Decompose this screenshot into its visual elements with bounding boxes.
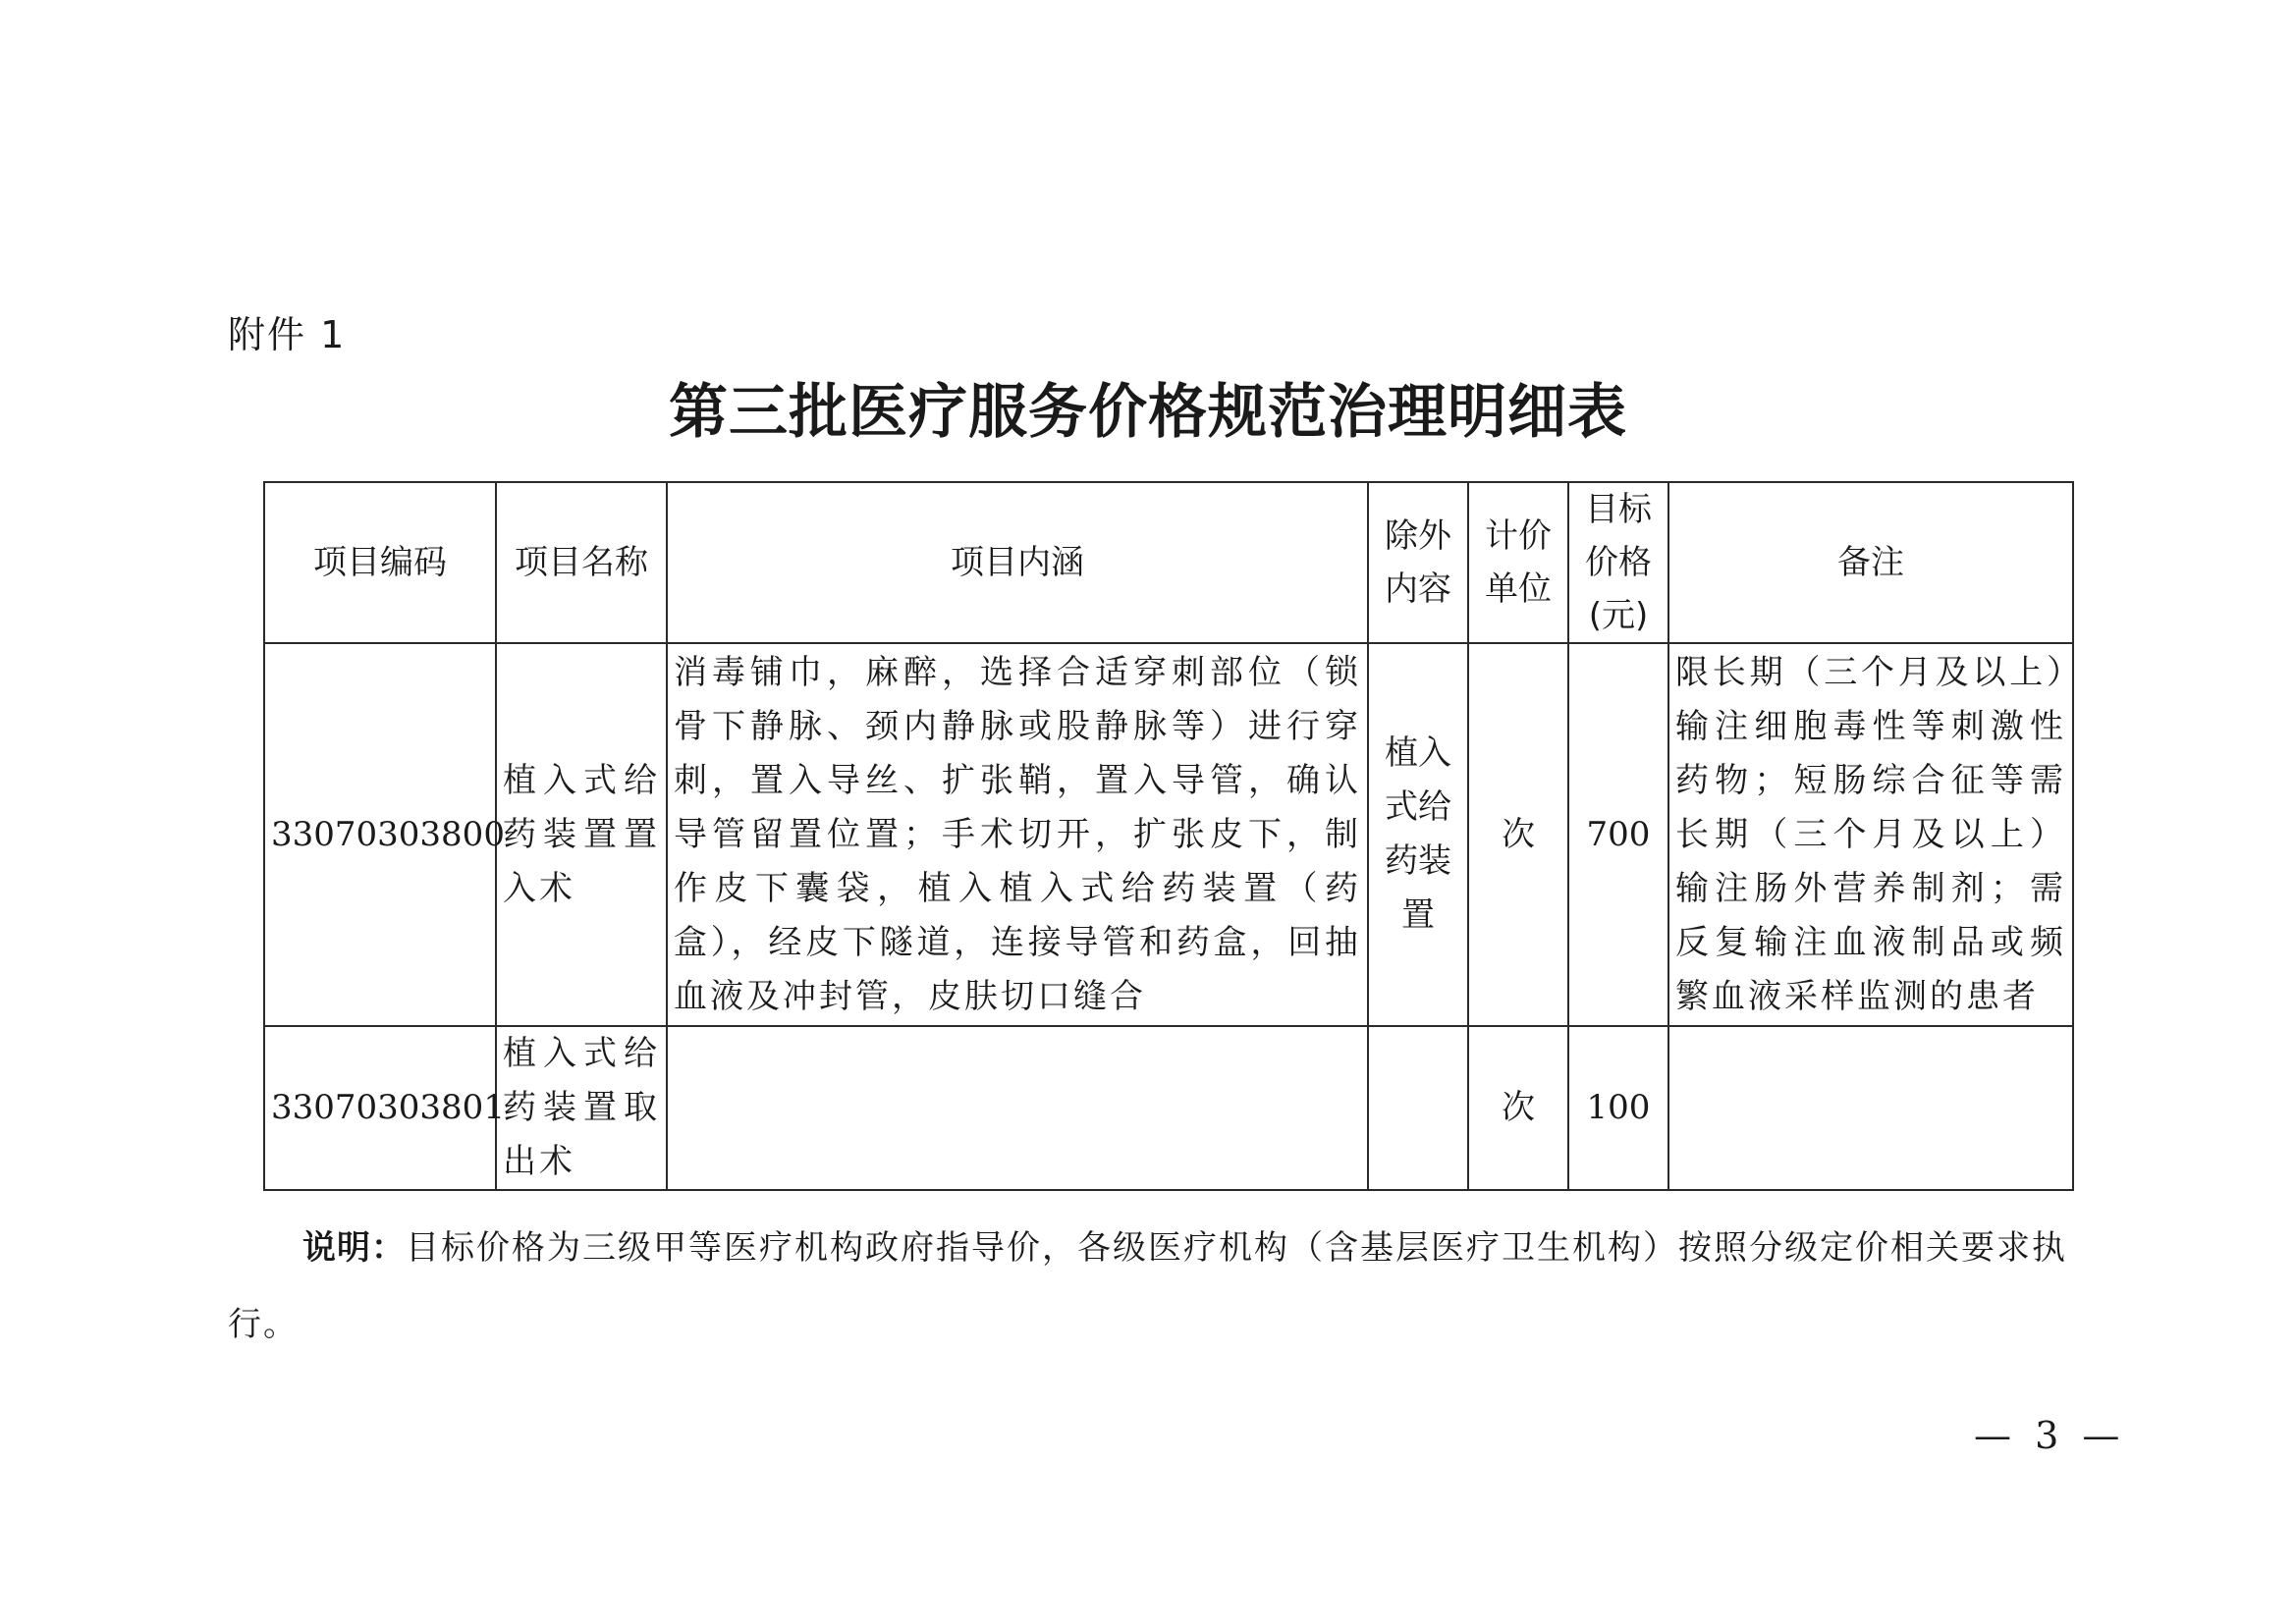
header-name: 项目名称 [496, 482, 667, 643]
table-row [264, 1026, 2073, 1190]
note-label: 说明： [302, 1228, 406, 1268]
header-exclusions: 除外内容 [1368, 482, 1468, 643]
cell-name: 植入式给药装置取出术 [496, 1026, 667, 1190]
cell-unit: 次 [1468, 1026, 1568, 1190]
cell-exclusions: 植入式给药装置 [1368, 643, 1468, 1026]
cell-name: 植入式给药装置置入术 [496, 643, 667, 1026]
cell-remarks [1668, 1026, 2073, 1190]
cell-code: 33070303801 [264, 1026, 496, 1190]
cell-content: 消毒铺巾，麻醉，选择合适穿刺部位（锁骨下静脉、颈内静脉或股静脉等）进行穿刺，置入导丝、扩张鞘，置入导管，确认导管留置位置；手术切开，扩张皮下，制作皮下囊袋，植入植入式给药装置（药盒），经皮下隧道，连接导管和药盒，回抽血液及冲封管，皮肤切口缝合 [667, 643, 1368, 1026]
table-header-row [264, 482, 2073, 643]
price-table [263, 481, 2074, 1191]
document-title: 第三批医疗服务价格规范治理明细表 [669, 378, 1627, 447]
cell-price: 700 [1568, 643, 1668, 1026]
cell-exclusions [1368, 1026, 1468, 1190]
header-code: 项目编码 [264, 482, 496, 643]
cell-content [667, 1026, 1368, 1190]
header-unit: 计价单位 [1468, 482, 1568, 643]
attachment-label: 附件 1 [228, 313, 347, 356]
note-text: 目标价格为三级甲等医疗机构政府指导价，各级医疗机构（含基层医疗卫生机构）按照分级定价相关要求执行。 [228, 1228, 2067, 1344]
header-content: 项目内涵 [667, 482, 1368, 643]
cell-code: 33070303800 [264, 643, 496, 1026]
cell-price: 100 [1568, 1026, 1668, 1190]
note-paragraph [228, 1210, 2113, 1363]
cell-unit: 次 [1468, 643, 1568, 1026]
header-price: 目标价格(元) [1568, 482, 1668, 643]
page-number: — 3 — [1974, 1414, 2126, 1457]
table-row [264, 643, 2073, 1026]
cell-remarks: 限长期（三个月及以上）输注细胞毒性等刺激性药物；短肠综合征等需长期（三个月及以上）输注肠外营养制剂；需反复输注血液制品或频繁血液采样监测的患者 [1668, 643, 2073, 1026]
header-remarks: 备注 [1668, 482, 2073, 643]
